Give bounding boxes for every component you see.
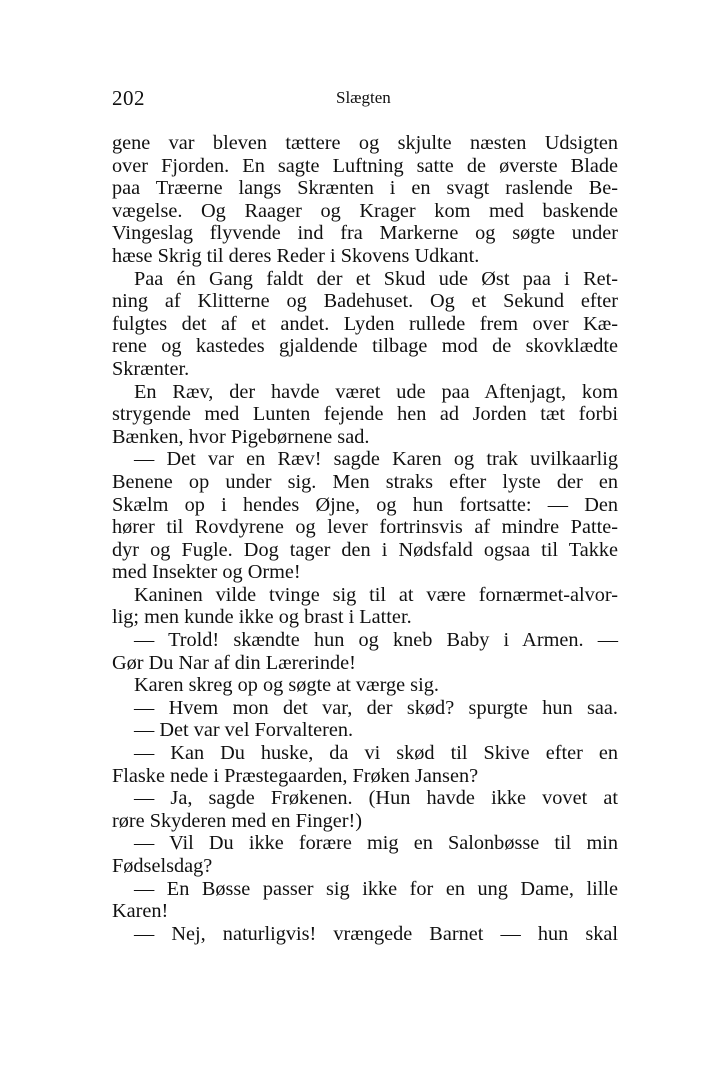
text-line: ning af Klitterne og Badehuset. Og et Sekund efter [112, 290, 618, 313]
text-line: Gør Du Nar af din Lærerinde! [112, 651, 356, 674]
text-line: røre Skyderen med en Finger!) [112, 809, 363, 832]
text-line: — Det var en Ræv! sagde Karen og trak uvilkaarlig [134, 448, 618, 471]
text-line: dyr og Fugle. Dog tager den i Nødsfald ogsaa til Takke [112, 538, 618, 561]
text-line: paa Træerne langs Skrænten i en svagt raslende Be- [112, 177, 618, 200]
text-line: Karen skreg op og søgte at værge sig. [134, 674, 439, 697]
text-line: Bænken, hvor Pigebørnene sad. [112, 425, 370, 448]
text-line: — Nej, naturligvis! vrængede Barnet — hun skal [134, 922, 618, 945]
text-line: Paa én Gang faldt der et Skud ude Øst paa i Ret- [134, 267, 618, 290]
text-line: med Insekter og Orme! [112, 561, 301, 584]
text-line: Flaske nede i Præstegaarden, Frøken Jansen? [112, 764, 479, 787]
text-line: — Ja, sagde Frøkenen. (Hun havde ikke vovet at [134, 787, 618, 810]
text-line: over Fjorden. En sagte Luftning satte de øverste Blade [112, 154, 618, 177]
text-line: gene var bleven tættere og skjulte næsten Udsigten [112, 132, 618, 154]
text-line: Skælm op i hendes Øjne, og hun fortsatte: — Den [112, 493, 618, 516]
text-line: — Kan Du huske, da vi skød til Skive efter en [134, 742, 618, 765]
text-line: — Trold! skændte hun og kneb Baby i Armen. — [134, 629, 618, 652]
text-line: lig; men kunde ikke og brast i Latter. [112, 606, 412, 629]
body-text [112, 132, 618, 945]
page-number: 202 [112, 86, 145, 110]
text-line: fulgtes det af et andet. Lyden rullede frem over Kæ- [112, 312, 618, 335]
text-line: strygende med Lunten fejende hen ad Jorden tæt forbi [112, 403, 618, 426]
text-line: Benene op under sig. Men straks efter lyste der en [112, 470, 618, 493]
text-line: vægelse. Og Raager og Krager kom med baskende [112, 199, 618, 222]
text-line: — Det var vel Forvalteren. [134, 719, 354, 742]
text-line: Kaninen vilde tvinge sig til at være fornærmet-alvor- [134, 583, 618, 606]
text-line: — Vil Du ikke forære mig en Salonbøsse til min [134, 832, 618, 855]
text-line: Fødselsdag? [112, 855, 213, 877]
text-line: Skrænter. [112, 357, 190, 380]
text-line: — Hvem mon det var, der skød? spurgte hun saa. [134, 696, 618, 719]
text-line: En Ræv, der havde været ude paa Aftenjagt, kom [134, 380, 618, 403]
text-line: — En Bøsse passer sig ikke for en ung Dame, lille [134, 877, 618, 900]
text-line: hører til Rovdyrene og lever fortrinsvis af mindre Patte- [112, 516, 618, 539]
text-line: rene og kastedes gjaldende tilbage mod de skovklædte [112, 335, 618, 358]
text-line: hæse Skrig til deres Reder i Skovens Udkant. [112, 244, 480, 267]
running-head: Slægten [336, 88, 391, 107]
text-line: Karen! [112, 900, 169, 923]
text-line: Vingeslag flyvende ind fra Markerne og søgte under [112, 222, 618, 245]
